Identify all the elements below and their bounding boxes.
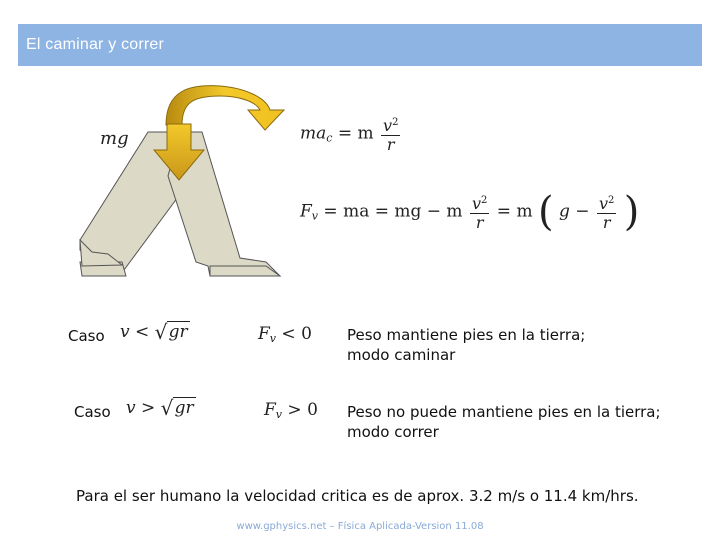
centripetal-numerator: v — [383, 116, 393, 135]
centripetal-equation — [300, 114, 402, 154]
case-2-force — [264, 400, 318, 421]
centripetal-denominator: r — [381, 135, 400, 154]
force-subscript: v — [311, 209, 319, 223]
case-1-force-subscript: v — [269, 332, 277, 345]
force-numerator-1: v — [471, 194, 482, 213]
right-paren: ) — [623, 189, 640, 235]
footer-credit: www.gphysics.net – Física Aplicada-Version 11.08 — [236, 521, 484, 532]
case-1-description — [347, 325, 585, 365]
case-1-force-operator: < 0 — [281, 324, 312, 344]
case-1-radicand: gr — [168, 322, 188, 342]
weight-label — [100, 128, 129, 149]
case-2-condition — [126, 398, 196, 418]
case-2-radicand: gr — [174, 398, 194, 418]
weight-symbol: mg — [100, 128, 129, 149]
force-fraction-2: $\frac{v^2}{r}$ — [598, 194, 615, 232]
force-denominator-2: r — [597, 213, 616, 232]
force-numerator-2: v — [598, 194, 608, 213]
conclusion-text: Para el ser humano la velocidad critica es de aprox. 3.2 m/s o 11.4 km/hrs. — [76, 487, 639, 505]
force-denominator-1: r — [470, 213, 489, 232]
title-bar — [18, 24, 702, 66]
force-fraction-1: $\frac{v^2}{r}$ — [471, 194, 488, 232]
force-body: = ma = mg − m — [323, 201, 463, 222]
centripetal-lhs: ma — [300, 123, 327, 144]
centripetal-fraction: $\frac{v^2}{r}$ — [383, 116, 399, 154]
case-1-sqrt: √ gr — [154, 320, 188, 344]
case-1-velocity: v — [120, 322, 130, 342]
slide-title: El caminar y correr — [26, 36, 165, 53]
case-2-description-line-2: modo correr — [347, 423, 439, 441]
case-2-label: Caso — [74, 403, 111, 421]
left-paren: ( — [537, 189, 554, 235]
case-1-force-symbol: F — [258, 324, 270, 344]
force-mid: = m — [496, 201, 533, 222]
force-inner: g − — [559, 201, 590, 222]
case-1-description-line-1: Peso mantiene pies en la tierra; — [347, 326, 586, 344]
rotation-arrow-icon — [166, 86, 284, 130]
case-2-description-line-1: Peso no puede mantiene pies en la tierra; — [347, 403, 661, 421]
case-2-sqrt: √ gr — [160, 396, 194, 420]
case-1-label: Caso — [68, 327, 105, 345]
case-2-description — [347, 402, 661, 442]
case-1-force — [258, 324, 312, 345]
case-2-force-operator: > 0 — [287, 400, 318, 420]
centripetal-operator: = m — [337, 123, 374, 144]
case-2-force-symbol: F — [264, 400, 276, 420]
force-equation — [300, 189, 640, 235]
case-2-operator: > — [141, 398, 156, 418]
case-1-description-line-2: modo caminar — [347, 346, 456, 364]
case-2-force-subscript: v — [275, 408, 283, 421]
case-1-operator: < — [135, 322, 150, 342]
case-2-velocity: v — [126, 398, 136, 418]
force-lhs: F — [300, 201, 312, 222]
centripetal-subscript: c — [326, 131, 333, 145]
walking-figure-illustration — [70, 80, 300, 290]
case-1-condition — [120, 322, 190, 342]
